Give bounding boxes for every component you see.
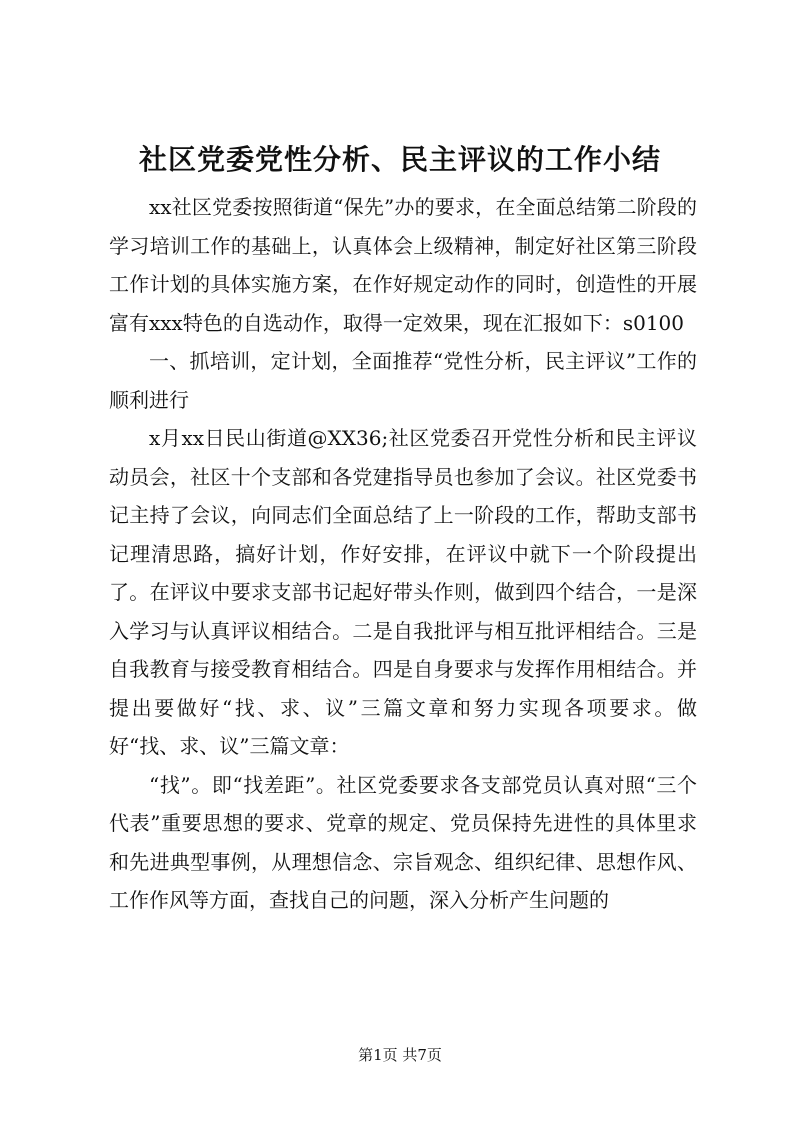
paragraph-section-heading: 一、抓培训，定计划，全面推荐“党性分析，民主评议”工作的顺利进行	[109, 349, 697, 412]
page-number-footer: 第1页 共7页	[358, 1046, 442, 1064]
paragraph-find-gap: “找”。即“找差距”。社区党委要求各支部党员认真对照“三个代表”重要思想的要求、党章的规定、党员保持先进性的具体里求和先进典型事例，从理想信念、宗旨观念、组织纪律、思想作风、工作作风等方面，查找自己的问题，深入分析产生问题的	[109, 772, 697, 912]
paragraph-meeting: x月xx日民山街道@XX36;社区党委召开党性分析和民主评议动员会，社区十个支部和各党建指导员也参加了会议。社区党委书记主持了会议，向同志们全面总结了上一阶段的工作，帮助支部书记理清思路，搞好计划，作好安排，在评议中就下一个阶段提出了。在评议中要求支部书记起好带头作则，做到四个结合，一是深入学习与认真评议相结合。二是自我批评与相互批评相结合。三是自我教育与接受教育相结合。四是自身要求与发挥作用相结合。并提出要做好“找、求、议”三篇文章和努力实现各项要求。做好“找、求、议”三篇文章：	[109, 426, 697, 758]
paragraph-intro: xx社区党委按照街道“保先”办的要求，在全面总结第二阶段的学习培训工作的基础上，认真体会上级精神，制定好社区第三阶段工作计划的具体实施方案，在作好规定动作的同时，创造性的开展富有xxx特色的自选动作，取得一定效果，现在汇报如下：s0100	[109, 195, 697, 335]
document-title: 社区党委党性分析、民主评议的工作小结	[138, 143, 661, 176]
document-body	[109, 188, 697, 920]
